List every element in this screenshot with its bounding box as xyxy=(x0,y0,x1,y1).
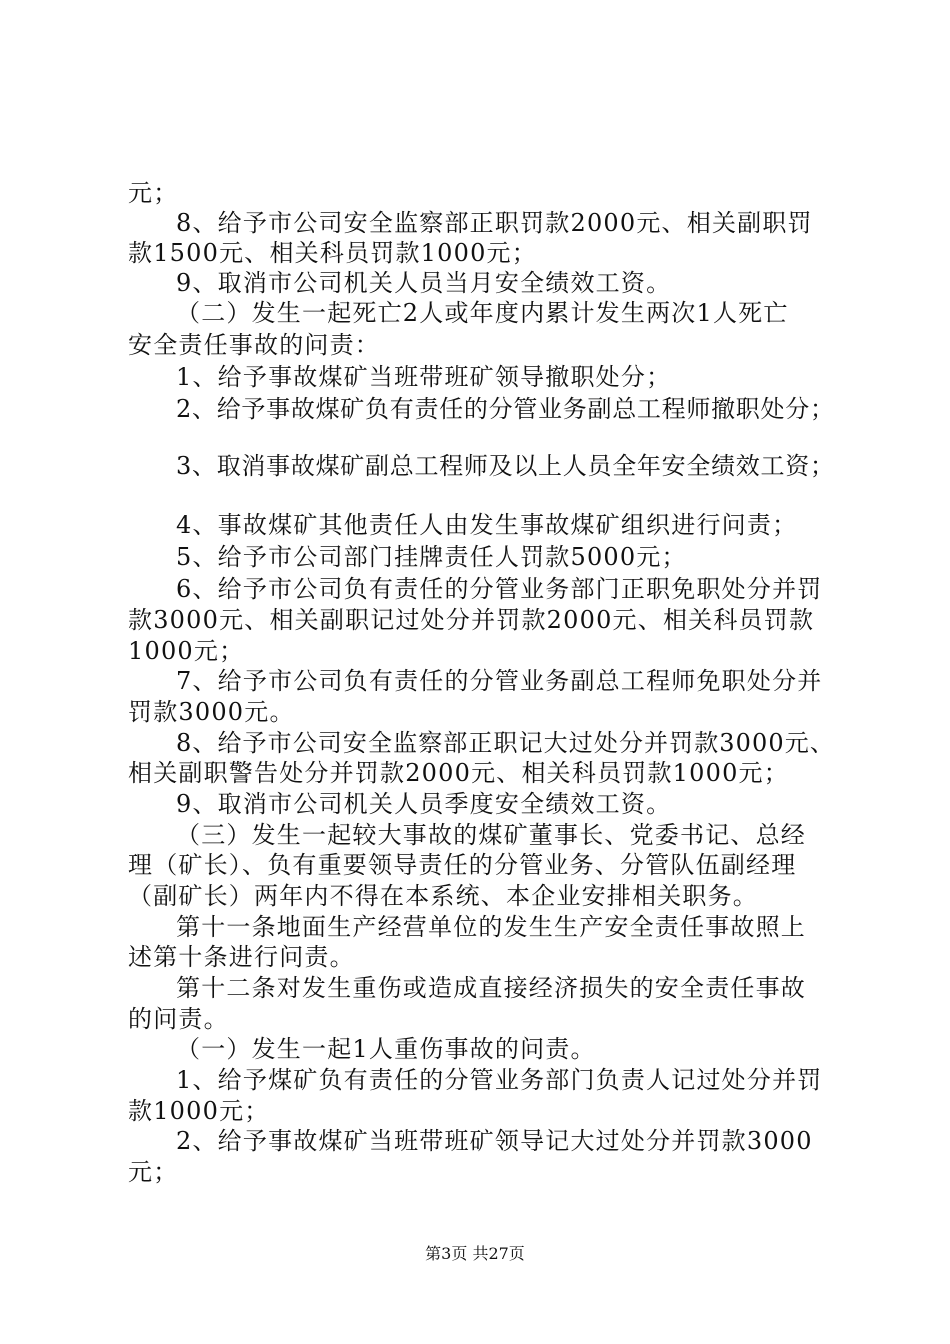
text-line: 元； xyxy=(128,1158,179,1186)
text-line: 安全责任事故的问责： xyxy=(128,331,380,359)
text-line: 2、给予事故煤矿当班带班矿领导记大过处分并罚款3000 xyxy=(176,1127,813,1155)
text-line: 4、事故煤矿其他责任人由发生事故煤矿组织进行问责； xyxy=(176,511,798,539)
text-line: 1、给予煤矿负有责任的分管业务部门负责人记过处分并罚 xyxy=(176,1066,823,1094)
text-line: 1、给予事故煤矿当班带班矿领导撤职处分； xyxy=(176,363,672,391)
text-line: 理（矿长）、负有重要领导责任的分管业务、分管队伍副经理 xyxy=(128,851,797,879)
text-line: 9、取消市公司机关人员当月安全绩效工资。 xyxy=(176,269,672,297)
text-line: 相关副职警告处分并罚款2000元、相关科员罚款1000元； xyxy=(128,759,789,787)
text-line: 8、给予市公司安全监察部正职罚款2000元、相关副职罚 xyxy=(176,209,813,237)
text-line: 第十二条对发生重伤或造成直接经济损失的安全责任事故 xyxy=(176,974,806,1002)
text-line: 1000元； xyxy=(128,637,245,665)
text-line: 7、给予市公司负有责任的分管业务副总工程师免职处分并 xyxy=(176,667,823,695)
text-line: 款3000元、相关副职记过处分并罚款2000元、相关科员罚款 xyxy=(128,606,815,634)
text-line: 款1500元、相关科员罚款1000元； xyxy=(128,239,537,267)
text-line: 5、给予市公司部门挂牌责任人罚款5000元； xyxy=(176,543,687,571)
text-line: 第十一条地面生产经营单位的发生生产安全责任事故照上 xyxy=(176,913,806,941)
text-line: 9、取消市公司机关人员季度安全绩效工资。 xyxy=(176,790,672,818)
text-line: 款1000元； xyxy=(128,1097,270,1125)
text-line: （副矿长）两年内不得在本系统、本企业安排相关职务。 xyxy=(128,882,758,910)
text-line: 元； xyxy=(128,179,179,207)
text-line: （三）发生一起较大事故的煤矿董事长、党委书记、总经 xyxy=(176,821,806,849)
text-line: 6、给予市公司负有责任的分管业务部门正职免职处分并罚 xyxy=(176,575,823,603)
text-line: 2、给予事故煤矿负有责任的分管业务副总工程师撤职处分； xyxy=(176,395,835,423)
text-line: 罚款3000元。 xyxy=(128,698,295,726)
page-number: 第3页 共27页 xyxy=(425,1244,525,1263)
text-line: 的问责。 xyxy=(128,1005,229,1033)
text-line: 8、给予市公司安全监察部正职记大过处分并罚款3000元、 xyxy=(176,729,835,757)
text-line: （二）发生一起死亡2人或年度内累计发生两次1人死亡 xyxy=(176,299,789,327)
text-line: 3、取消事故煤矿副总工程师及以上人员全年安全绩效工资； xyxy=(176,452,835,480)
text-line: 述第十条进行问责。 xyxy=(128,943,355,971)
text-line: （一）发生一起1人重伤事故的问责。 xyxy=(176,1035,596,1063)
